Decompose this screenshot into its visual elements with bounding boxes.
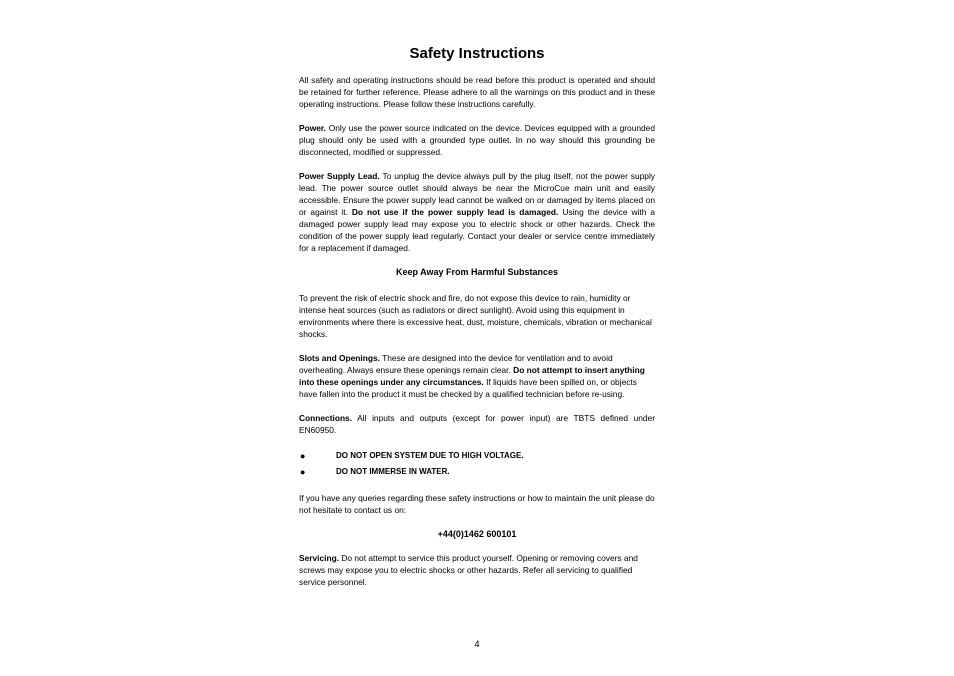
- warning-text: DO NOT IMMERSE IN WATER.: [336, 467, 450, 476]
- harmful-substances-paragraph: To prevent the risk of electric shock and fire, do not expose this device to rain, humidity or intense heat sources (such as radiators or direct sunlight). Avoid using this equipment in environments where there is excessive heat, dust, moisture, chemicals, vibration or mechanical shocks.: [299, 293, 652, 339]
- power-lead-text-1: To unplug the device always pull by the plug itself, not the power supply lead. The power source outlet should always be near the MicroCue main unit and easily accessible. Ensure the power supply lead cannot be walked on or damaged by items placed on or against it.: [299, 171, 655, 217]
- warning-item: [299, 466, 655, 478]
- slots-text-1: These are designed into the device for ventilation and to avoid overheating. Always ensure these openings remain clear.: [299, 353, 613, 375]
- bullet-icon: ●: [300, 467, 306, 477]
- connections-paragraph: [299, 412, 655, 436]
- contact-phone: +44(0)1462 600101: [437, 529, 517, 539]
- servicing-paragraph: [299, 552, 655, 588]
- document-page: [299, 44, 655, 600]
- power-paragraph: [299, 122, 655, 158]
- slots-paragraph: [299, 352, 655, 400]
- power-lead-warning: Do not use if the power supply lead is damaged.: [351, 207, 559, 217]
- power-heading: Power.: [299, 123, 326, 133]
- servicing-heading: Servicing.: [299, 553, 340, 563]
- connections-text: All inputs and outputs (except for power input) are TBTS defined under EN60950.: [299, 413, 655, 435]
- slots-text-2: If liquids have been spilled on, or objects have fallen into the product it must be checked by a qualified technician before re-using.: [299, 377, 637, 399]
- connections-heading: Connections.: [299, 413, 353, 423]
- bullet-icon: ●: [300, 451, 306, 461]
- page-title: Safety Instructions: [409, 45, 545, 62]
- power-lead-paragraph: [299, 170, 655, 254]
- warning-list: [299, 450, 655, 478]
- warning-text: DO NOT OPEN SYSTEM DUE TO HIGH VOLTAGE.: [336, 451, 524, 460]
- slots-heading: Slots and Openings.: [299, 353, 380, 363]
- page-number: 4: [474, 639, 480, 649]
- harmful-substances-heading: Keep Away From Harmful Substances: [395, 267, 559, 277]
- servicing-text: Do not attempt to service this product yourself. Opening or removing covers and screws may expose you to electric shocks or other hazards. Refer all servicing to qualified service personnel.: [299, 553, 638, 587]
- power-text: Only use the power source indicated on the device. Devices equipped with a grounded plug should only be used with a grounded type outlet. In no way should this grounding be disconnected, modified or suppressed.: [299, 123, 655, 157]
- queries-paragraph: If you have any queries regarding these safety instructions or how to maintain the unit please do not hesitate to contact us on:: [299, 493, 655, 515]
- power-lead-text-2: Using the device with a damaged power supply lead may expose you to electric shock or other hazards. Check the condition of the power supply lead regularly. Contact your dealer or service centre immediately for a replacement if damaged.: [299, 207, 656, 253]
- warning-item: [299, 450, 655, 462]
- power-lead-heading: Power Supply Lead.: [299, 171, 380, 181]
- slots-warning: Do not attempt to insert anything into these openings under any circumstances.: [299, 365, 645, 387]
- intro-paragraph: All safety and operating instructions should be read before this product is operated and should be retained for further reference. Please adhere to all the warnings on this product and in these operating instructions. Please follow these instructions carefully.: [299, 75, 655, 109]
